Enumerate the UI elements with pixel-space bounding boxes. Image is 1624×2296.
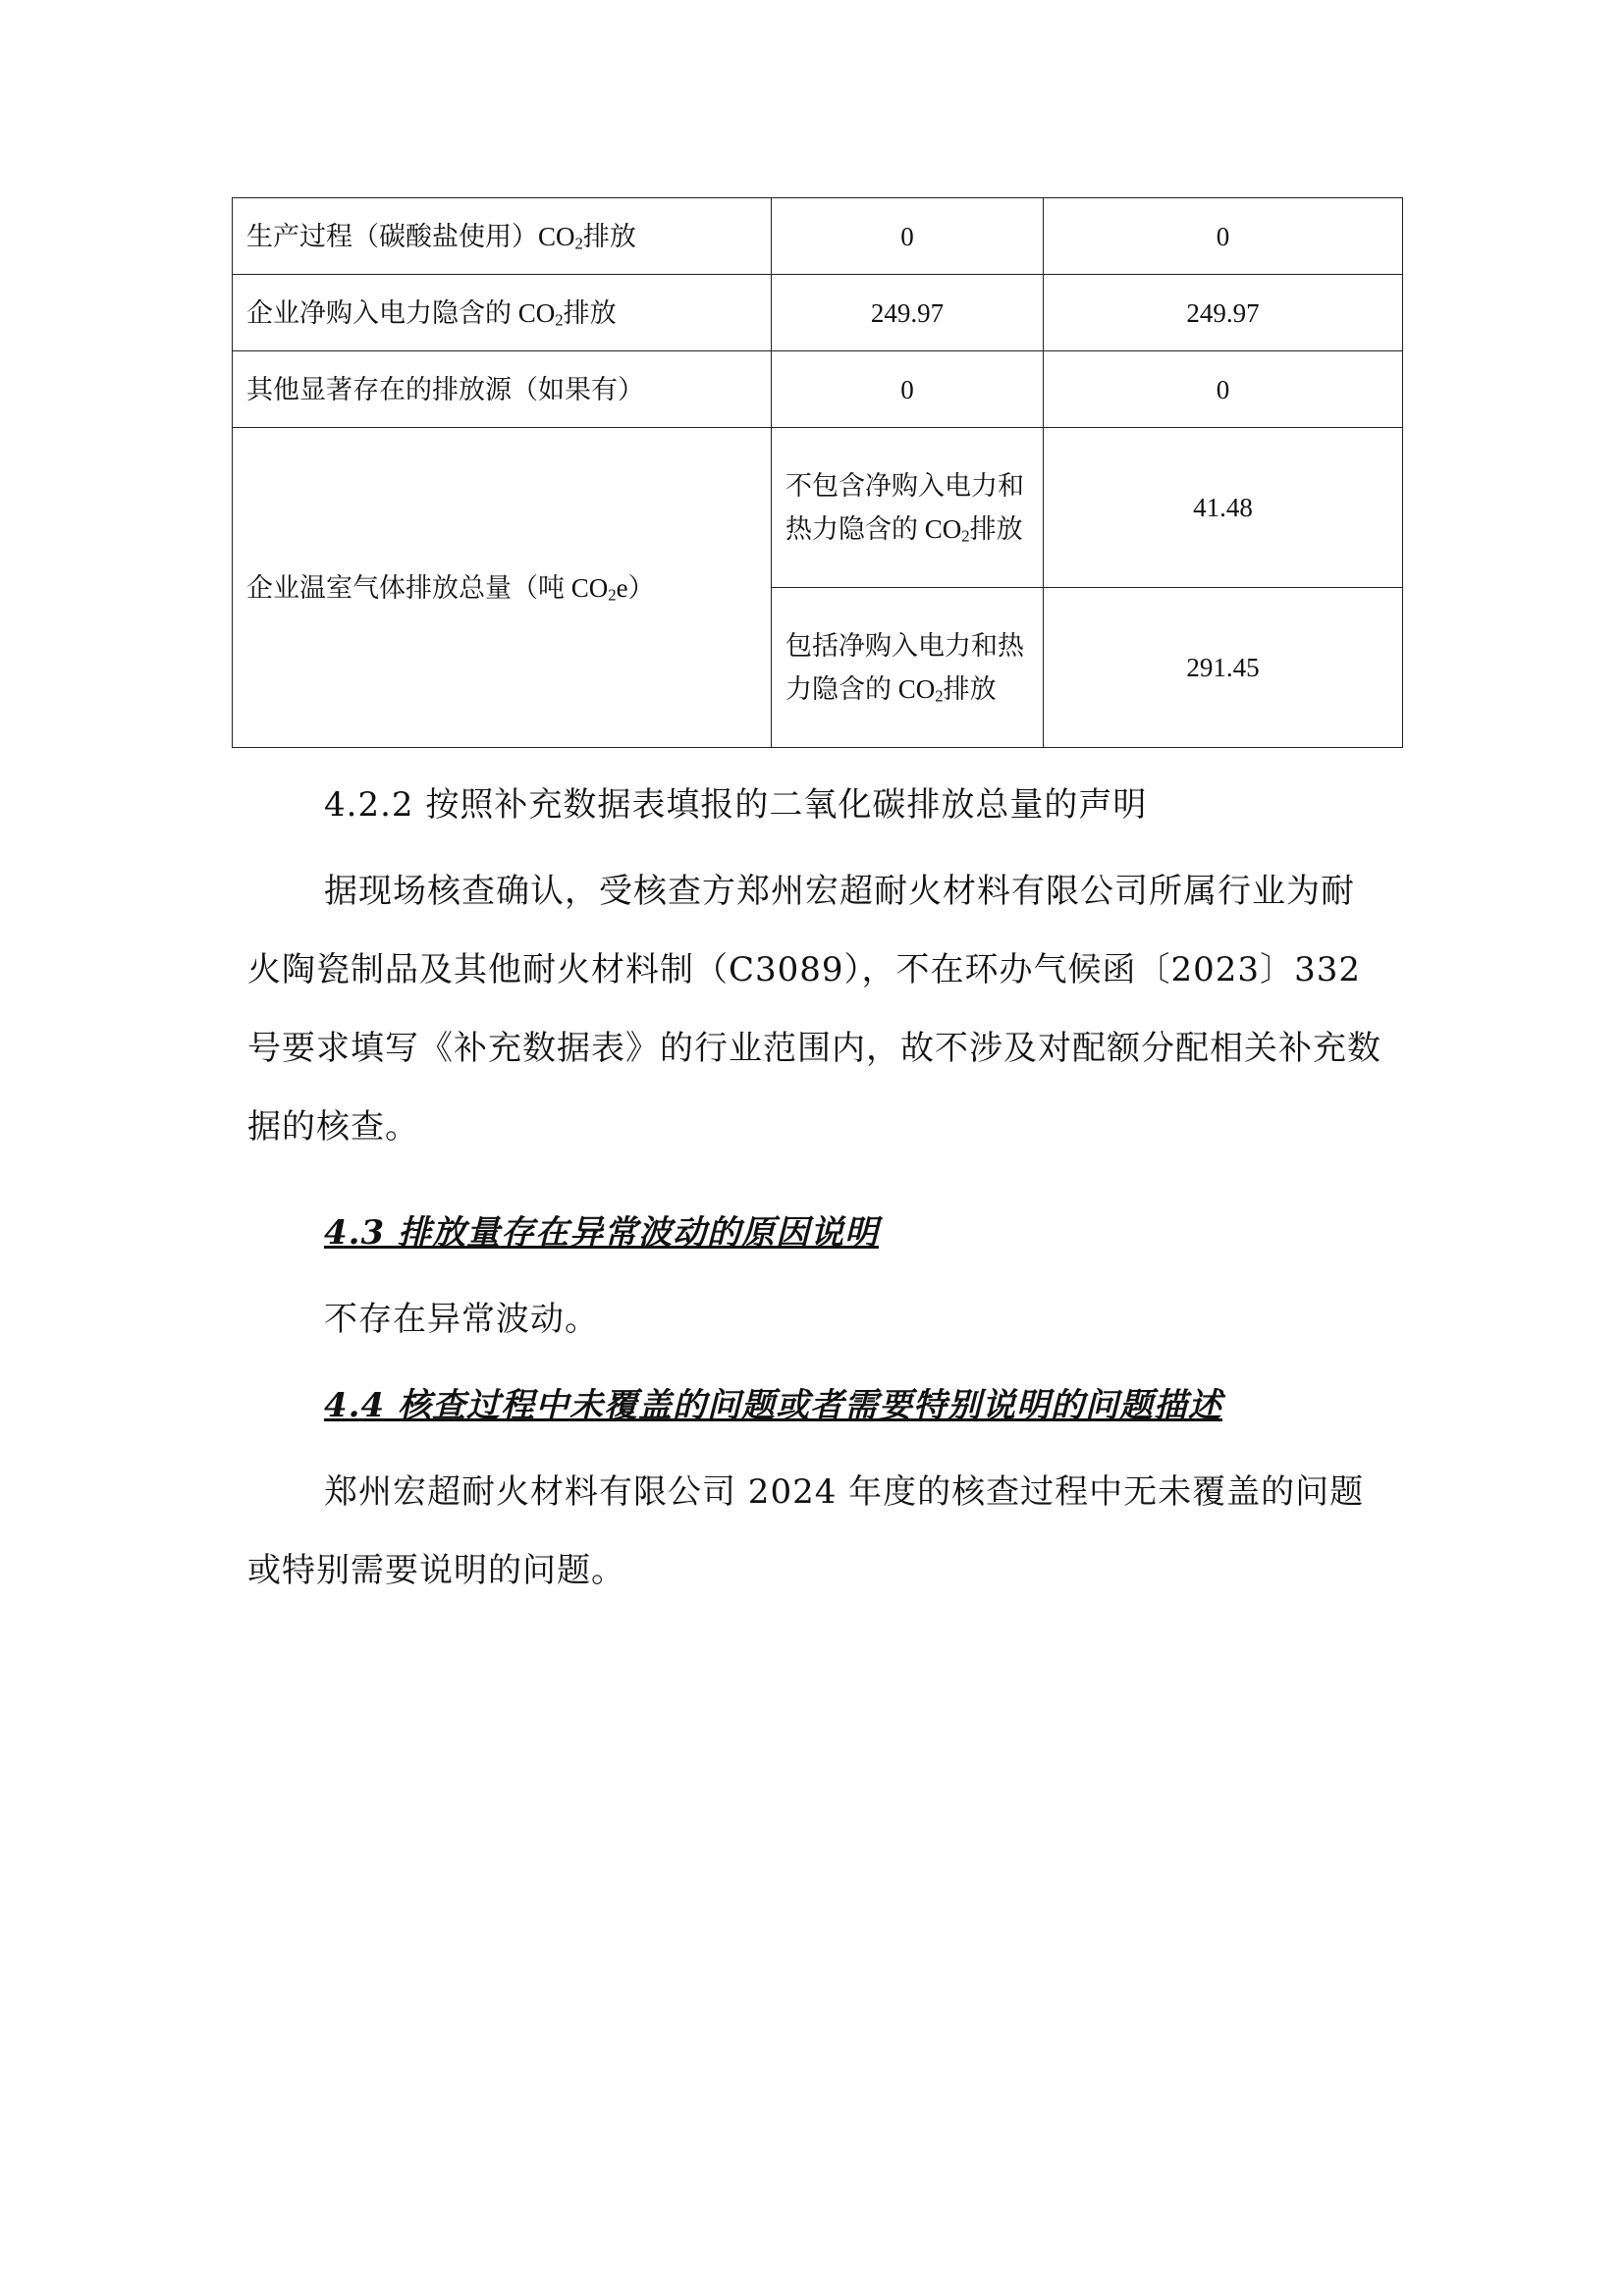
row-label: 生产过程（碳酸盐使用）$CO_2$排放: [233, 198, 772, 275]
section-4-3-title: 4.3 排放量存在异常波动的原因说明: [324, 1213, 879, 1253]
row-label: 企业净购入电力隐含的 $CO_2$排放: [233, 275, 772, 351]
total-label: 企业温室气体排放总量（吨 $CO_2e$）: [233, 428, 772, 748]
total-desc-excl: 不包含净购入电力和热力隐含的 $CO_2$排放: [772, 428, 1044, 588]
row-value-2: 0: [1044, 351, 1403, 428]
total-desc-incl: 包括净购入电力和热力隐含的 $CO_2$排放: [772, 588, 1044, 748]
section-4-4-title: 4.4 核查过程中未覆盖的问题或者需要特别说明的问题描述: [324, 1386, 1222, 1425]
table-row: [233, 275, 1403, 351]
row-value-2: 249.97: [1044, 275, 1403, 351]
total-value-excl: 41.48: [1044, 428, 1403, 588]
row-value-1: 249.97: [772, 275, 1044, 351]
section-4-2-2-body: 据现场核查确认，受核查方郑州宏超耐火材料有限公司所属行业为耐火陶瓷制品及其他耐火材料制（C3089），不在环办气候函〔2023〕332 号要求填写《补充数据表》的行业范围内，故不涉及对配额分配相关补充数据的核查。: [247, 872, 1381, 1147]
row-value-2: 0: [1044, 198, 1403, 275]
row-label: 其他显著存在的排放源（如果有）: [233, 351, 772, 428]
section-4-4-body: 郑州宏超耐火材料有限公司 2024 年度的核查过程中无未覆盖的问题或特别需要说明的问题。: [247, 1472, 1365, 1590]
row-value-1: 0: [772, 351, 1044, 428]
table-row: [233, 351, 1403, 428]
row-value-1: 0: [772, 198, 1044, 275]
table-row: [233, 198, 1403, 275]
total-value-incl: 291.45: [1044, 588, 1403, 748]
section-4-3-body: 不存在异常波动。: [324, 1300, 599, 1339]
emissions-table: [232, 197, 1403, 748]
table-row-total-excl: [233, 428, 1403, 588]
section-4-2-2-title: 4.2.2 按照补充数据表填报的二氧化碳排放总量的声明: [324, 785, 1148, 825]
